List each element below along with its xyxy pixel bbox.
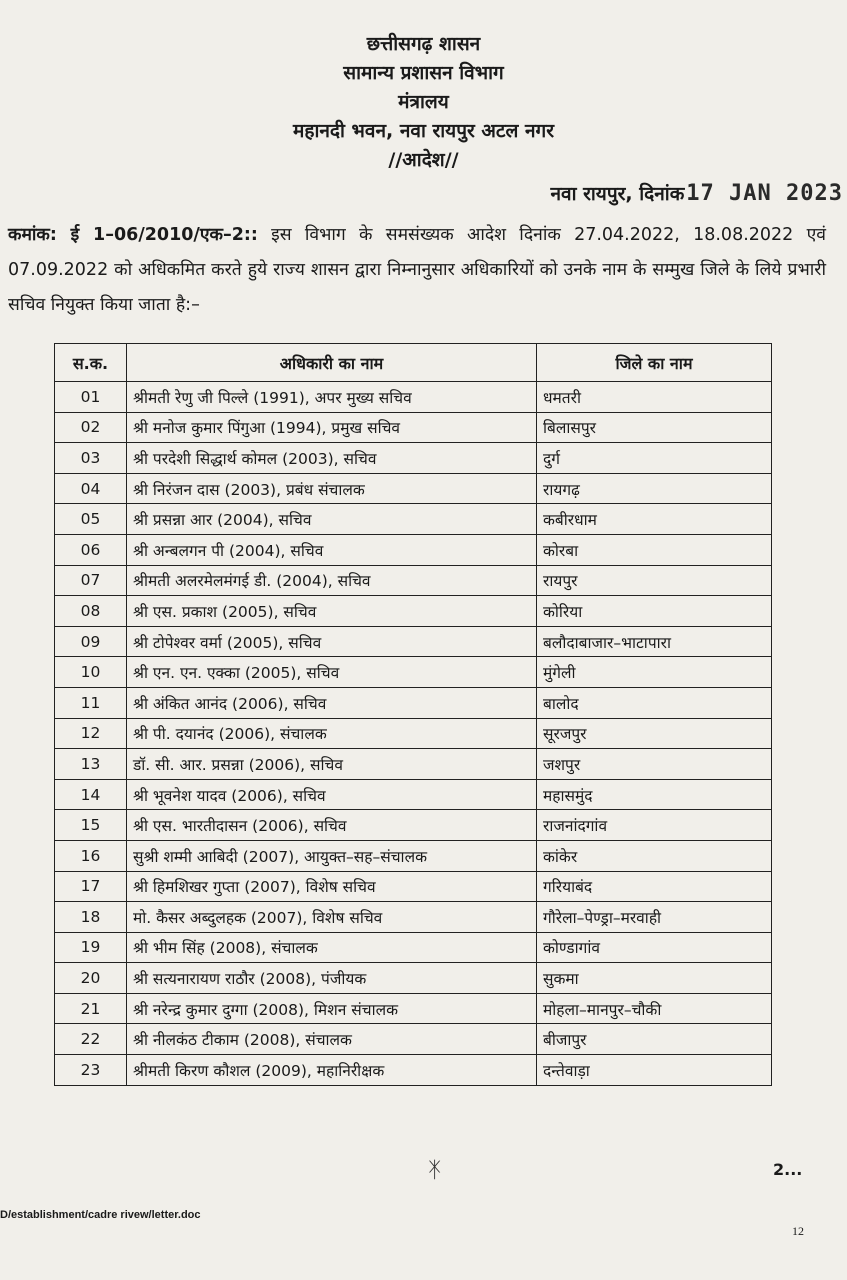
signature-mark: ᛡ xyxy=(428,1158,442,1183)
district-cell: दन्तेवाड़ा xyxy=(537,1055,772,1086)
table-header-row xyxy=(55,344,772,382)
col-serial-header: स.क. xyxy=(55,344,127,382)
serial-cell: 18 xyxy=(55,902,127,933)
order-paragraph xyxy=(8,218,826,323)
district-cell: बिलासपुर xyxy=(537,412,772,443)
district-cell: कबीरधाम xyxy=(537,504,772,535)
officer-name-cell: श्री पी. दयानंद (2006), संचालक xyxy=(127,718,537,749)
district-cell: बालोद xyxy=(537,687,772,718)
table-row xyxy=(55,565,772,596)
table-row xyxy=(55,718,772,749)
table-row xyxy=(55,779,772,810)
table-row xyxy=(55,902,772,933)
serial-cell: 04 xyxy=(55,473,127,504)
table-row xyxy=(55,443,772,474)
page-number: 12 xyxy=(792,1224,804,1238)
officer-name-cell: श्री परदेशी सिद्धार्थ कोमल (2003), सचिव xyxy=(127,443,537,474)
table-row xyxy=(55,382,772,413)
table-row xyxy=(55,657,772,688)
district-cell: गरियाबंद xyxy=(537,871,772,902)
table-row xyxy=(55,810,772,841)
district-cell: कांकेर xyxy=(537,840,772,871)
district-cell: रायगढ़ xyxy=(537,473,772,504)
district-cell: कोरिया xyxy=(537,596,772,627)
officer-name-cell: श्री नीलकंठ टीकाम (2008), संचालक xyxy=(127,1024,537,1055)
col-officer-header: अधिकारी का नाम xyxy=(127,344,537,382)
serial-cell: 10 xyxy=(55,657,127,688)
table-row xyxy=(55,596,772,627)
district-cell: राजनांदगांव xyxy=(537,810,772,841)
officer-name-cell: श्री टोपेश्वर वर्मा (2005), सचिव xyxy=(127,626,537,657)
district-cell: मुंगेली xyxy=(537,657,772,688)
officer-name-cell: श्री प्रसन्ना आर (2004), सचिव xyxy=(127,504,537,535)
officer-name-cell: श्री भूवनेश यादव (2006), सचिव xyxy=(127,779,537,810)
table-row xyxy=(55,534,772,565)
table-row xyxy=(55,871,772,902)
serial-cell: 11 xyxy=(55,687,127,718)
district-cell: कोण्डागांव xyxy=(537,932,772,963)
serial-cell: 12 xyxy=(55,718,127,749)
serial-cell: 19 xyxy=(55,932,127,963)
serial-cell: 16 xyxy=(55,840,127,871)
serial-cell: 22 xyxy=(55,1024,127,1055)
officer-name-cell: श्री एन. एन. एक्का (2005), सचिव xyxy=(127,657,537,688)
officer-name-cell: श्री सत्यनारायण राठौर (2008), पंजीयक xyxy=(127,963,537,994)
district-cell: जशपुर xyxy=(537,749,772,780)
serial-cell: 08 xyxy=(55,596,127,627)
serial-cell: 15 xyxy=(55,810,127,841)
officer-name-cell: सुश्री शम्मी आबिदी (2007), आयुक्त–सह–संचालक xyxy=(127,840,537,871)
serial-cell: 07 xyxy=(55,565,127,596)
district-cell: गौरेला–पेण्ड्रा–मरवाही xyxy=(537,902,772,933)
department-name: सामान्य प्रशासन विभाग xyxy=(343,62,504,84)
letterhead xyxy=(0,30,847,175)
serial-cell: 13 xyxy=(55,749,127,780)
district-cell: सुकमा xyxy=(537,963,772,994)
order-text: इस विभाग के समसंख्यक आदेश दिनांक 27.04.2022, 18.08.2022 एवं 07.09.2022 को अधिकमित करते हुये राज्य शासन द्वारा निम्नानुसार अधिकारियों को उनके नाम के सम्मुख जिले के लिये प्रभारी सचिव नियुक्त किया जाता है:– xyxy=(8,225,826,315)
officer-name-cell: डॉ. सी. आर. प्रसन्ना (2006), सचिव xyxy=(127,749,537,780)
district-cell: रायपुर xyxy=(537,565,772,596)
serial-cell: 03 xyxy=(55,443,127,474)
table-row xyxy=(55,626,772,657)
serial-cell: 17 xyxy=(55,871,127,902)
officer-district-table xyxy=(54,343,772,1086)
serial-cell: 09 xyxy=(55,626,127,657)
govt-name: छत्तीसगढ़ शासन xyxy=(366,33,481,55)
date-stamp: 17 JAN 2023 xyxy=(686,181,843,206)
serial-cell: 20 xyxy=(55,963,127,994)
serial-cell: 05 xyxy=(55,504,127,535)
officer-name-cell: श्री भीम सिंह (2008), संचालक xyxy=(127,932,537,963)
district-cell: बीजापुर xyxy=(537,1024,772,1055)
date-label: नवा रायपुर, दिनांक xyxy=(550,183,685,205)
serial-cell: 23 xyxy=(55,1055,127,1086)
officer-name-cell: श्री अंकित आनंद (2006), सचिव xyxy=(127,687,537,718)
district-cell: दुर्ग xyxy=(537,443,772,474)
continued-page-indicator: 2... xyxy=(773,1160,803,1179)
order-heading: //आदेश// xyxy=(388,149,459,171)
district-cell: धमतरी xyxy=(537,382,772,413)
table-row xyxy=(55,412,772,443)
file-path: D/establishment/cadre rivew/letter.doc xyxy=(0,1209,201,1221)
officer-name-cell: श्री मनोज कुमार पिंगुआ (1994), प्रमुख सचिव xyxy=(127,412,537,443)
table-row xyxy=(55,963,772,994)
district-cell: बलौदाबाजार–भाटापारा xyxy=(537,626,772,657)
table-row xyxy=(55,1055,772,1086)
office-address: महानदी भवन, नवा रायपुर अटल नगर xyxy=(293,120,554,142)
table-row xyxy=(55,993,772,1024)
serial-cell: 01 xyxy=(55,382,127,413)
ministry-name: मंत्रालय xyxy=(398,91,449,113)
officer-name-cell: श्री एस. प्रकाश (2005), सचिव xyxy=(127,596,537,627)
district-cell: सूरजपुर xyxy=(537,718,772,749)
table-row xyxy=(55,504,772,535)
district-cell: कोरबा xyxy=(537,534,772,565)
officer-name-cell: श्रीमती अलरमेलमंगई डी. (2004), सचिव xyxy=(127,565,537,596)
serial-cell: 21 xyxy=(55,993,127,1024)
order-reference: कमांक: ई 1–06/2010/एक–2:: xyxy=(8,225,258,245)
date-line xyxy=(550,180,843,206)
officer-name-cell: श्री नरेन्द्र कुमार दुग्गा (2008), मिशन संचालक xyxy=(127,993,537,1024)
table-row xyxy=(55,932,772,963)
district-cell: मोहला–मानपुर–चौकी xyxy=(537,993,772,1024)
officer-name-cell: श्री अन्बलगन पी (2004), सचिव xyxy=(127,534,537,565)
officer-name-cell: श्री निरंजन दास (2003), प्रबंध संचालक xyxy=(127,473,537,504)
officer-name-cell: श्रीमती रेणु जी पिल्ले (1991), अपर मुख्य सचिव xyxy=(127,382,537,413)
table-row xyxy=(55,749,772,780)
serial-cell: 14 xyxy=(55,779,127,810)
table-row xyxy=(55,687,772,718)
officer-name-cell: मो. कैसर अब्दुलहक (2007), विशेष सचिव xyxy=(127,902,537,933)
table-row xyxy=(55,840,772,871)
officer-name-cell: श्रीमती किरण कौशल (2009), महानिरीक्षक xyxy=(127,1055,537,1086)
officer-name-cell: श्री एस. भारतीदासन (2006), सचिव xyxy=(127,810,537,841)
district-cell: महासमुंद xyxy=(537,779,772,810)
table-row xyxy=(55,1024,772,1055)
col-district-header: जिले का नाम xyxy=(537,344,772,382)
serial-cell: 06 xyxy=(55,534,127,565)
table-row xyxy=(55,473,772,504)
officer-name-cell: श्री हिमशिखर गुप्ता (2007), विशेष सचिव xyxy=(127,871,537,902)
serial-cell: 02 xyxy=(55,412,127,443)
